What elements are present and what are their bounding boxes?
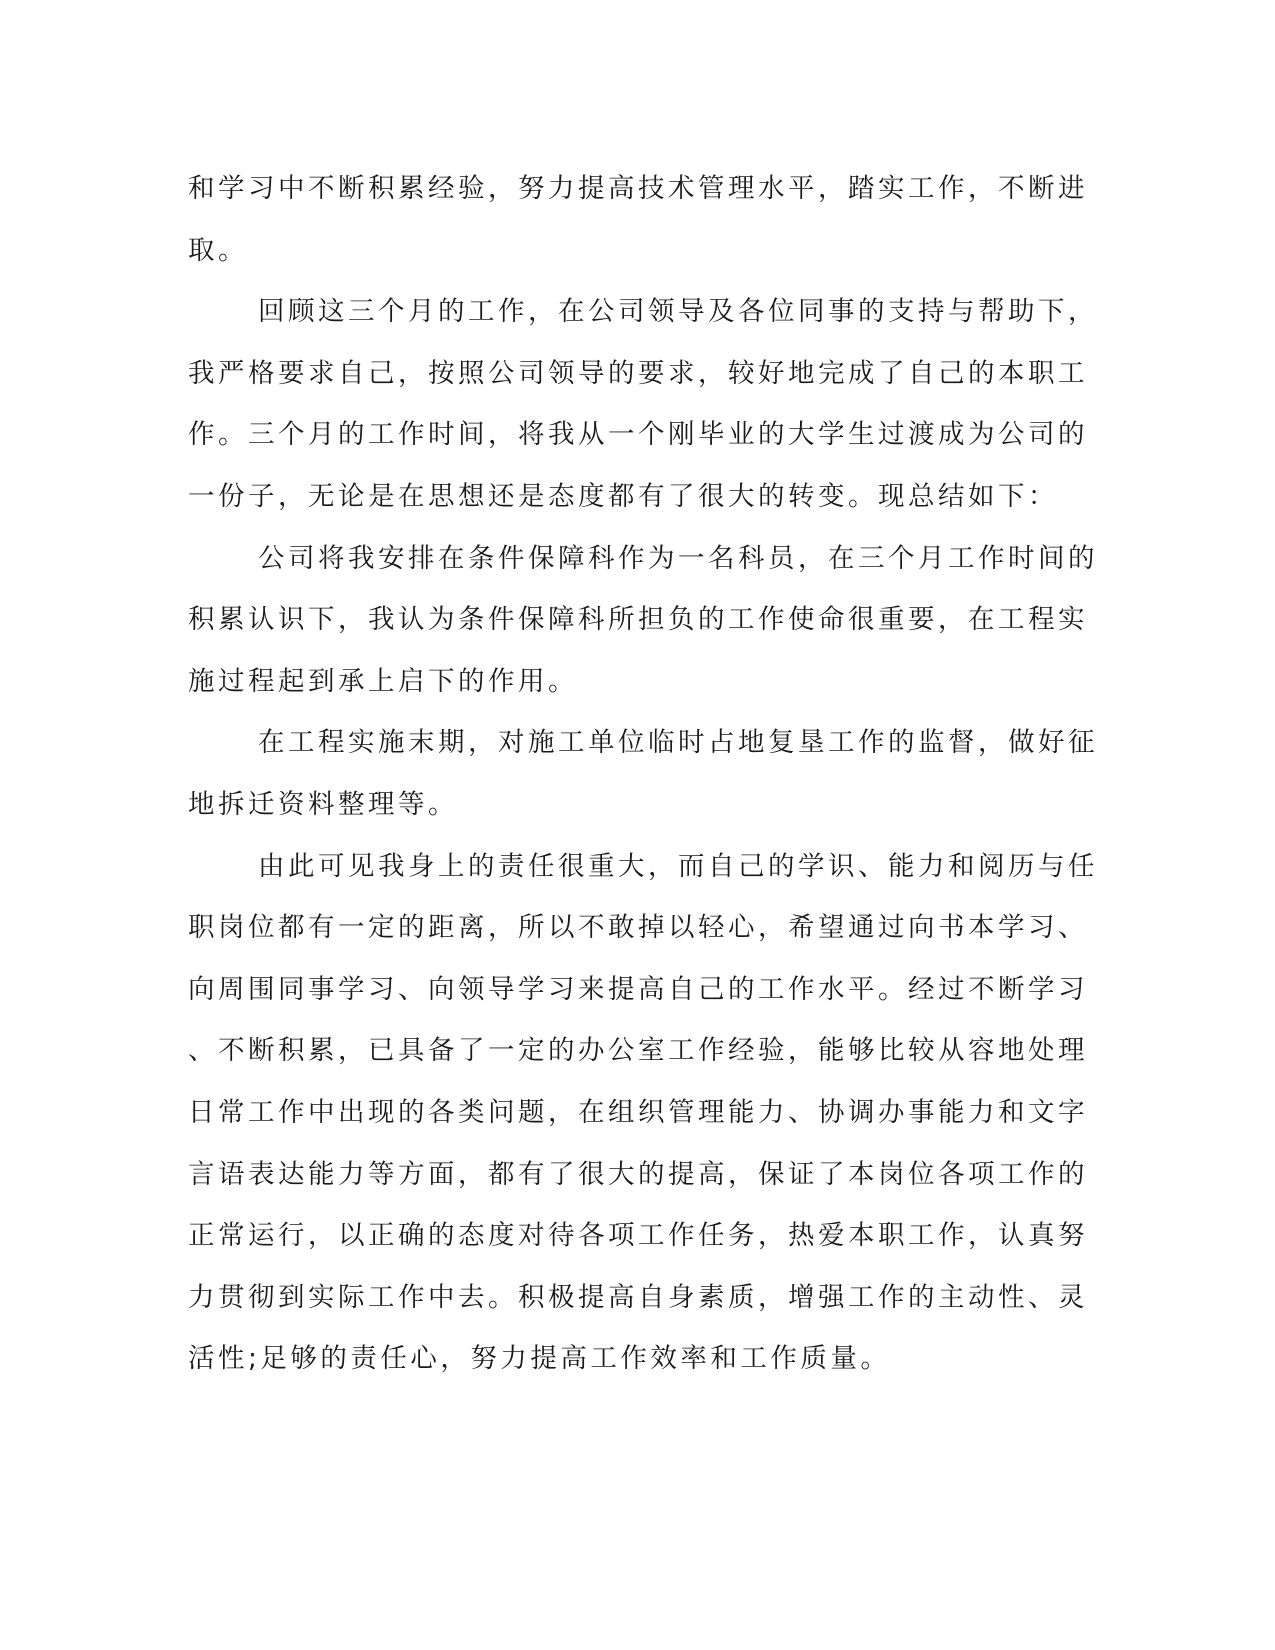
paragraph-start-line: 在工程实施末期，对施工单位临时占地复垦工作的监督，做好征: [258, 727, 1098, 759]
text-line: 力贯彻到实际工作中去。积极提高自身素质，增强工作的主动性、灵: [188, 1281, 1088, 1313]
paragraph-start-line: 公司将我安排在条件保障科作为一名科员，在三个月工作时间的: [258, 542, 1098, 574]
document-body: [188, 158, 1098, 1390]
text-line: 职岗位都有一定的距离，所以不敢掉以轻心，希望通过向书本学习、: [188, 912, 1088, 944]
text-line: 我严格要求自己，按照公司领导的要求，较好地完成了自己的本职工: [188, 357, 1088, 389]
text-line: 地拆迁资料整理等。: [188, 788, 458, 820]
text-line: 向周围同事学习、向领导学习来提高自己的工作水平。经过不断学习: [188, 973, 1088, 1005]
paragraph-start-line: 由此可见我身上的责任很重大，而自己的学识、能力和阅历与任: [258, 850, 1098, 882]
text-line: 、不断积累，已具备了一定的办公室工作经验，能够比较从容地处理: [188, 1035, 1088, 1067]
text-line: 作。三个月的工作时间，将我从一个刚毕业的大学生过渡成为公司的: [188, 419, 1088, 451]
text-line: 日常工作中出现的各类问题，在组织管理能力、协调办事能力和文字: [188, 1096, 1088, 1128]
text-line: 和学习中不断积累经验，努力提高技术管理水平，踏实工作，不断进: [188, 173, 1088, 204]
text-line: 积累认识下，我认为条件保障科所担负的工作使命很重要，在工程实: [188, 604, 1088, 636]
text-line: 正常运行，以正确的态度对待各项工作任务，热爱本职工作，认真努: [188, 1220, 1088, 1252]
text-line: 言语表达能力等方面，都有了很大的提高，保证了本岗位各项工作的: [188, 1158, 1088, 1190]
text-line: 活性;足够的责任心，努力提高工作效率和工作质量。: [188, 1343, 891, 1375]
text-line: 一份子，无论是在思想还是态度都有了很大的转变。现总结如下：: [188, 480, 1058, 512]
paragraph-start-line: 回顾这三个月的工作，在公司领导及各位同事的支持与帮助下，: [258, 296, 1098, 328]
text-line: 取。: [188, 234, 248, 266]
text-line: 施过程起到承上启下的作用。: [188, 665, 578, 697]
